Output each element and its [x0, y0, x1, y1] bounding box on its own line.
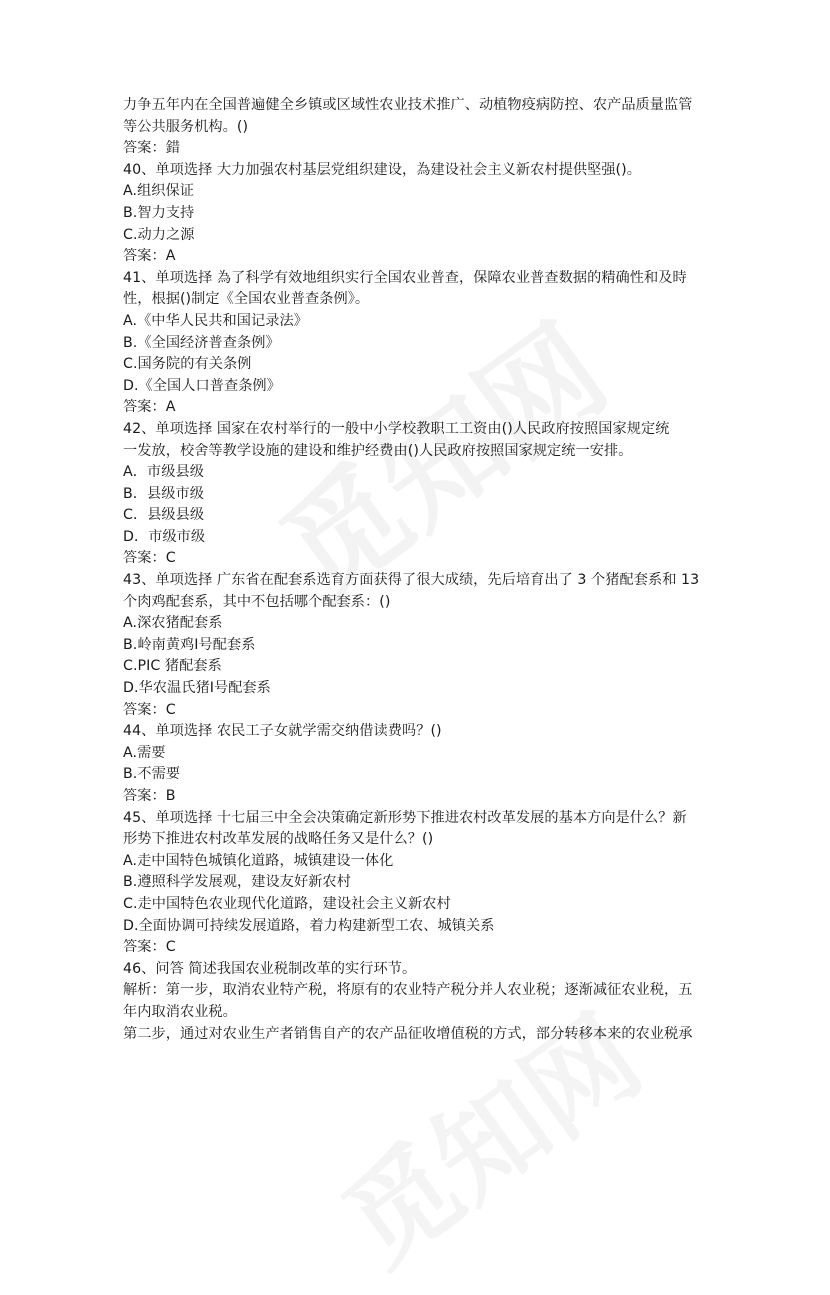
- option-line: B.智力支持: [123, 204, 195, 221]
- option-line: A.《中华人民共和国记录法》: [123, 312, 308, 329]
- option-line: D.全面协调可持续发展道路，着力构建新型工农、城镇关系: [123, 917, 495, 934]
- option-line: A.走中国特色城镇化道路，城镇建设一体化: [123, 852, 394, 869]
- option-line: B.岭南黄鸡Ⅰ号配套系: [123, 636, 256, 653]
- answer-line: 答案：錯: [123, 140, 180, 157]
- text-line: 等公共服务机构。(): [123, 118, 249, 135]
- question-44: 44、单项选择 农民工子女就学需交纳借读费吗？(): [123, 723, 442, 740]
- question-40: 40、单项选择 大力加强农村基层党组织建设，為建设社会主义新农村提供堅强()。: [123, 161, 641, 178]
- option-line: B．县级市级: [123, 485, 204, 502]
- question-43-cont: 个肉鸡配套系，其中不包括哪个配套系：(): [123, 593, 391, 610]
- question-43: 43、单项选择 广东省在配套系选育方面获得了很大成绩，先后培育出了 3 个猪配套系和 13: [123, 572, 700, 589]
- option-line: C.走中国特色农业现代化道路，建设社会主义新农村: [123, 895, 451, 912]
- option-line: C.PIC 猪配套系: [123, 658, 222, 675]
- document-body: [123, 95, 715, 1045]
- option-line: A.需要: [123, 744, 166, 761]
- option-line: C．县级县级: [123, 507, 205, 524]
- question-42: 42、单项选择 国家在农村举行的一般中小学校教职工工资由()人民政府按照国家规定统: [123, 420, 670, 437]
- option-line: C.动力之源: [123, 226, 195, 243]
- question-41-cont: 性，根据()制定《全国农业普查条例》。: [123, 291, 370, 308]
- option-line: B.《全国经济普查条例》: [123, 334, 280, 351]
- option-line: C.国务院的有关条例: [123, 356, 252, 373]
- question-45-cont: 形势下推进农村改革发展的战略任务又是什么？(): [123, 831, 434, 848]
- question-41: 41、单项选择 為了科学有效地组织实行全国农业普查，保障农业普查数据的精确性和及時: [123, 269, 687, 286]
- question-45: 45、单项选择 十七届三中全会决策确定新形势下推进农村改革发展的基本方向是什么？新: [123, 809, 687, 826]
- option-line: A.组织保证: [123, 183, 195, 200]
- answer-line: 答案：A: [123, 399, 176, 416]
- analysis-line: 解析：第一步，取消农业特产税，将原有的农业特产税分并人农业税；逐渐减征农业税，五: [123, 982, 693, 999]
- option-line: B.不需要: [123, 766, 181, 783]
- option-line: A．市级县级: [123, 464, 204, 481]
- watermark-bottom: [318, 1005, 643, 1295]
- answer-line: 答案：B: [123, 788, 176, 804]
- option-line: A.深农猪配套系: [123, 615, 223, 632]
- question-46: 46、问答 简述我国农业税制改革的实行环节。: [123, 960, 417, 977]
- option-line: D.《全国人口普查条例》: [123, 377, 281, 394]
- option-line: D.华农温氏猪Ⅰ号配套系: [123, 680, 271, 697]
- answer-line: 答案：C: [123, 550, 176, 567]
- answer-line: 答案：C: [123, 701, 176, 718]
- analysis-line: 年内取消农业税。: [123, 1003, 237, 1020]
- option-line: D．市级市级: [123, 528, 206, 545]
- text-line: 力争五年内在全国普遍健全乡镇或区域性农业技术推广、动植物疫病防控、农产品质量监管: [123, 97, 693, 113]
- analysis-line: 第二步，通过对农业生产者销售自产的农产品征收增值税的方式，部分转移本来的农业税承: [123, 1025, 693, 1042]
- answer-line: 答案：A: [123, 248, 176, 265]
- question-42-cont: 一发放，校舍等教学设施的建设和维护经费由()人民政府按照国家规定统一安排。: [123, 442, 633, 459]
- option-line: B.遵照科学发展观，建设友好新农村: [123, 874, 351, 891]
- answer-line: 答案：C: [123, 939, 176, 956]
